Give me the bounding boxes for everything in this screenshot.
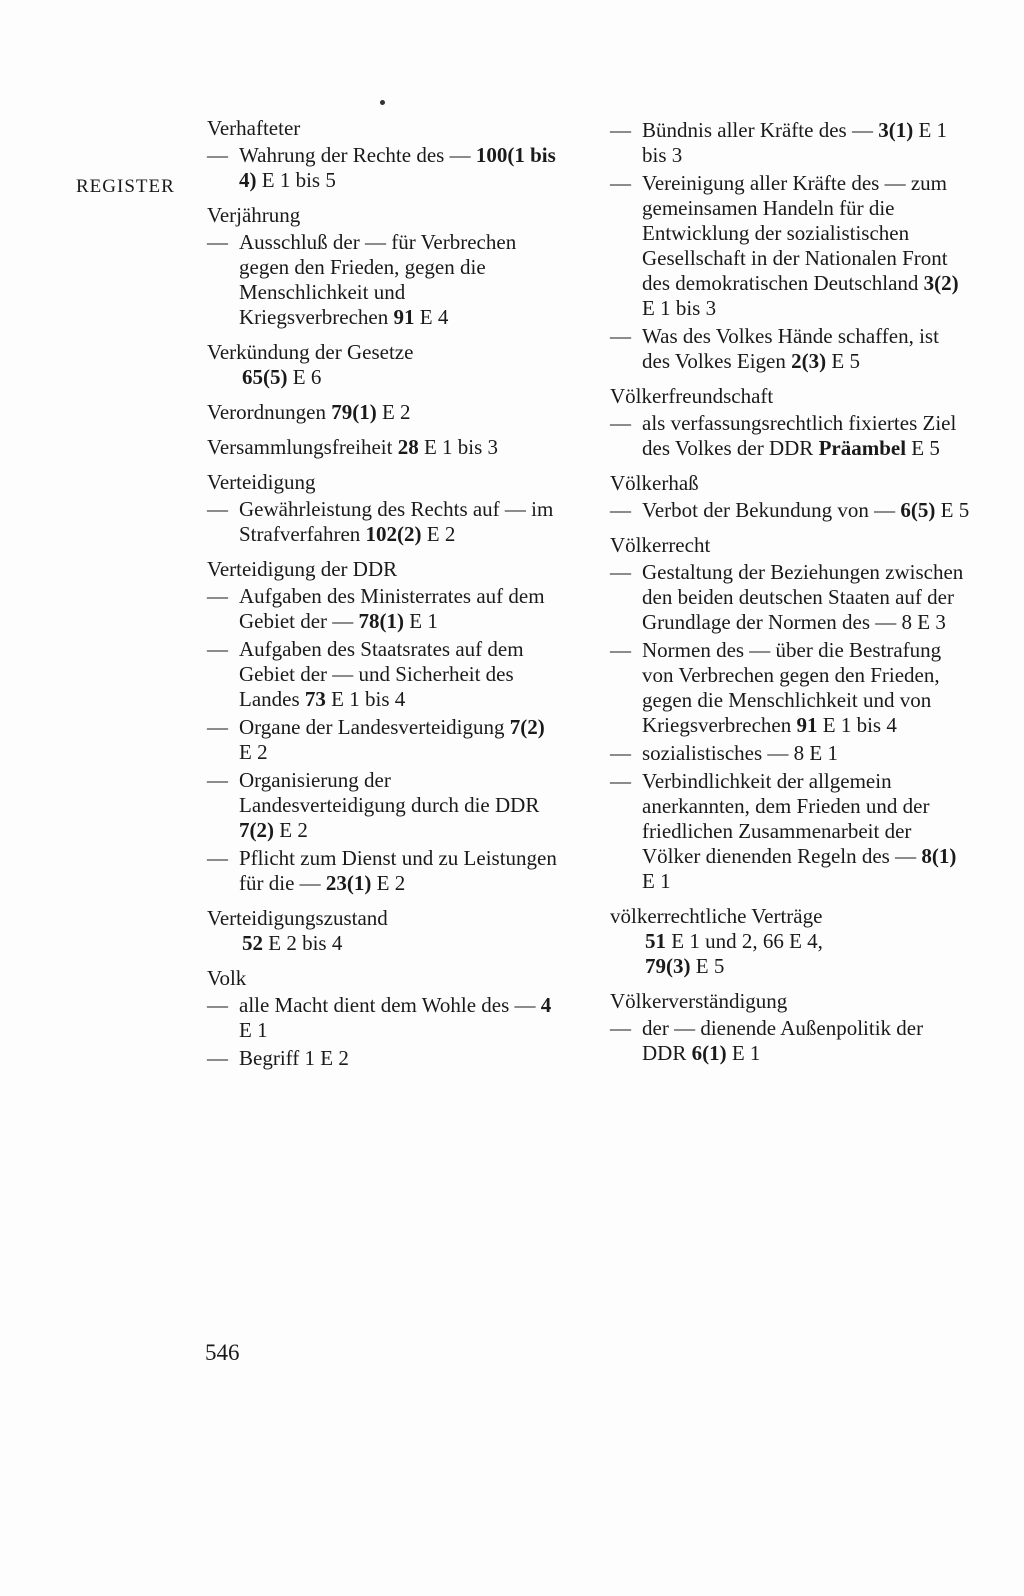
sub-entry-text: Bündnis aller Kräfte des — 3(1) E 1 bis 3 <box>642 118 948 167</box>
index-entry <box>207 906 557 956</box>
reference-tail: E 1 bis 4 <box>817 713 897 737</box>
dash-marker: — <box>610 1016 631 1040</box>
index-entry <box>610 118 970 374</box>
sub-entry <box>610 741 970 766</box>
reference-tail: E 1 bis 3 <box>642 296 717 320</box>
sub-entry <box>610 638 970 738</box>
reference: 3(2) <box>923 271 959 295</box>
entry-heading <box>207 966 557 991</box>
sub-entry <box>610 498 970 523</box>
entry-term: völkerrechtliche Verträge <box>610 904 823 928</box>
dash-marker: — <box>610 560 631 584</box>
entry-term: Verjährung <box>207 203 301 227</box>
reference-tail: E 1 bis 3 <box>418 435 499 459</box>
sub-entry <box>207 715 557 765</box>
entry-term: Völkerverständigung <box>610 989 788 1013</box>
sub-entry-text: Gestaltung der Beziehungen zwischen den beiden deutschen Staaten auf der Grundlage der Normen des — 8 E 3 <box>642 560 964 634</box>
entry-heading <box>610 471 970 496</box>
reference: 91 <box>796 713 818 737</box>
reference-tail: E 1 bis 3 <box>642 118 948 167</box>
dash-marker: — <box>610 171 631 195</box>
entry-term: Verteidigungszustand <box>207 906 388 930</box>
reference: 1 <box>304 1046 316 1070</box>
reference: 8 <box>901 610 913 634</box>
dash-marker: — <box>207 497 228 521</box>
reference: 7(2) <box>509 715 545 739</box>
reference: 4 <box>540 993 552 1017</box>
sub-entry <box>610 769 970 894</box>
index-entry <box>207 435 557 460</box>
sub-entry-text: Organe der Landesverteidigung 7(2) E 2 <box>239 715 545 764</box>
dash-marker: — <box>610 741 631 765</box>
sub-entry-text: Was des Volkes Hände schaffen, ist des Volkes Eigen 2(3) E 5 <box>642 324 939 373</box>
sub-entry <box>207 584 557 634</box>
dash-marker: — <box>207 768 228 792</box>
entry-term: Volk <box>207 966 247 990</box>
reference: 51 <box>645 929 666 953</box>
index-entry <box>610 904 970 979</box>
dash-marker: — <box>610 118 631 142</box>
sub-entry <box>207 993 557 1043</box>
sub-entry <box>207 497 557 547</box>
reference-tail: E 5 <box>906 436 940 460</box>
entry-term: Verteidigung der DDR <box>207 557 398 581</box>
sub-entry-text: alle Macht dient dem Wohle des — 4 E 1 <box>239 993 552 1042</box>
sub-entry <box>610 411 970 461</box>
reference: 8 <box>793 741 805 765</box>
sub-entry-text: Verbindlichkeit der allgemein anerkannten, dem Frieden und der friedlichen Zusammenarbeit der Völker dienenden Regeln des — 8(1) E 1 <box>642 769 957 893</box>
reference-tail: E 2 bis 4 <box>263 931 343 955</box>
entry-heading <box>207 435 557 460</box>
entry-heading <box>207 340 557 365</box>
entry-term: Verhafteter <box>207 116 301 140</box>
reference: 73 <box>304 687 326 711</box>
entry-term: Völkerhaß <box>610 471 699 495</box>
dash-marker: — <box>207 637 228 661</box>
reference: 79(1) <box>331 400 377 424</box>
index-entry <box>207 340 557 390</box>
sub-entry-text: Aufgaben des Ministerrates auf dem Gebiet der — 78(1) E 1 <box>239 584 545 633</box>
index-entry <box>207 470 557 547</box>
sub-entry-text: Normen des — über die Bestrafung von Verbrechen gegen den Frieden, gegen die Menschlichkeit und von Kriegsverbrechen 91 E 1 bis 4 <box>642 638 942 737</box>
left-column <box>207 116 557 1081</box>
reference-tail: E 1 <box>404 609 438 633</box>
dash-marker: — <box>610 638 631 662</box>
sub-entry <box>610 171 970 321</box>
right-column <box>610 116 970 1076</box>
sub-entry <box>610 118 970 168</box>
reference-tail: E 1 <box>642 869 671 893</box>
reference-tail: E 2 <box>376 400 411 424</box>
entry-term: Versammlungsfreiheit <box>207 435 393 459</box>
entry-term: Verteidigung <box>207 470 316 494</box>
reference: 78(1) <box>358 609 405 633</box>
reference: 28 <box>397 435 419 459</box>
reference-tail: E 5 <box>690 954 725 978</box>
entry-heading <box>207 906 557 931</box>
reference-tail: E 6 <box>287 365 322 389</box>
stray-dot <box>380 100 385 105</box>
sub-entry-text: Vereinigung aller Kräfte des — zum gemeinsamen Handeln für die Entwicklung der sozialistischen Gesellschaft in der Nationalen Front des demokratischen Deutschland 3(2) E 1 bis 3 <box>642 171 959 320</box>
sub-entry <box>207 230 557 330</box>
sub-entry-text: Verbot der Bekundung von — 6(5) E 5 <box>642 498 970 522</box>
index-entry <box>207 116 557 193</box>
reference: 79(3) <box>645 954 691 978</box>
sub-entry <box>610 560 970 635</box>
reference: 102(2) <box>365 522 422 546</box>
reference: Präambel <box>818 436 907 460</box>
entry-heading <box>207 400 557 425</box>
sub-entry-text: der — dienende Außenpolitik der DDR 6(1) E 1 <box>642 1016 924 1065</box>
entry-heading <box>207 470 557 495</box>
dash-marker: — <box>207 230 228 254</box>
entry-term: Verkündung der Gesetze <box>207 340 414 364</box>
sub-entry-text: sozialistisches — 8 E 1 <box>642 741 838 765</box>
entry-locator <box>207 931 557 956</box>
sub-entry <box>610 1016 970 1066</box>
index-entry <box>207 400 557 425</box>
reference: 8(1) <box>921 844 957 868</box>
sub-entry <box>207 768 557 843</box>
entry-heading <box>207 116 557 141</box>
sub-entry <box>610 324 970 374</box>
reference-tail: E 2 <box>274 818 308 842</box>
index-entry <box>610 989 970 1066</box>
sub-entry-text: als verfassungsrechtlich fixiertes Ziel des Volkes der DDR Präambel E 5 <box>642 411 957 460</box>
reference-tail: E 2 <box>239 740 268 764</box>
reference-tail: E 2 <box>421 522 456 546</box>
entry-locator <box>610 929 970 979</box>
sub-entry <box>207 637 557 712</box>
reference-tail: E 1 <box>239 1018 268 1042</box>
reference-tail: E 1 und 2, 66 E 4, <box>666 929 823 953</box>
dash-marker: — <box>207 993 228 1017</box>
entry-locator <box>207 365 557 390</box>
reference: 6(5) <box>900 498 936 522</box>
index-entry <box>207 966 557 1071</box>
reference-tail: E 1 bis 5 <box>256 168 336 192</box>
entry-term: Völkerfreundschaft <box>610 384 774 408</box>
reference-tail: E 2 <box>371 871 406 895</box>
index-entry <box>610 471 970 523</box>
reference: 6(1) <box>691 1041 727 1065</box>
index-entry <box>207 203 557 330</box>
dash-marker: — <box>610 411 631 435</box>
dash-marker: — <box>207 715 228 739</box>
reference: 2(3) <box>791 349 827 373</box>
dash-marker: — <box>207 1046 228 1070</box>
reference: 52 <box>242 931 263 955</box>
reference-tail: E 1 bis 4 <box>325 687 406 711</box>
reference: 65(5) <box>242 365 288 389</box>
entry-heading <box>207 557 557 582</box>
entry-heading <box>610 384 970 409</box>
dash-marker: — <box>610 498 631 522</box>
sub-entry <box>207 143 557 193</box>
sub-entry-text: Gewährleistung des Rechts auf — im Strafverfahren 102(2) E 2 <box>239 497 554 546</box>
entry-heading <box>207 203 557 228</box>
reference: 23(1) <box>325 871 372 895</box>
sub-entry-text: Organisierung der Landesverteidigung durch die DDR 7(2) E 2 <box>239 768 540 842</box>
dash-marker: — <box>610 769 631 793</box>
sub-entry-text: Aufgaben des Staatsrates auf dem Gebiet der — und Sicherheit des Landes 73 E 1 bis 4 <box>239 637 524 711</box>
index-entry <box>207 557 557 896</box>
reference-tail: E 1 <box>726 1041 761 1065</box>
entry-heading <box>610 989 970 1014</box>
sub-entry <box>207 1046 557 1071</box>
dash-marker: — <box>207 584 228 608</box>
index-entry <box>610 384 970 461</box>
reference: 100(1 bis 4) <box>239 143 556 192</box>
sub-entry <box>207 846 557 896</box>
reference-tail: E 3 <box>912 610 946 634</box>
dash-marker: — <box>207 143 228 167</box>
reference-tail: E 5 <box>935 498 970 522</box>
reference: 3(1) <box>878 118 914 142</box>
running-head: REGISTER <box>76 176 175 197</box>
entry-heading <box>610 904 970 929</box>
entry-term: Völkerrecht <box>610 533 711 557</box>
reference-tail: E 5 <box>826 349 860 373</box>
dash-marker: — <box>207 846 228 870</box>
sub-entry-text: Begriff 1 E 2 <box>239 1046 349 1070</box>
reference-tail: E 2 <box>315 1046 349 1070</box>
dash-marker: — <box>610 324 631 348</box>
index-entry <box>610 533 970 894</box>
reference-tail: E 4 <box>414 305 449 329</box>
sub-entry-text: Pflicht zum Dienst und zu Leistungen für die — 23(1) E 2 <box>239 846 557 895</box>
entry-heading <box>610 533 970 558</box>
page-number: 546 <box>205 1340 240 1365</box>
sub-entry-text: Wahrung der Rechte des — 100(1 bis 4) E 1 bis 5 <box>239 143 556 192</box>
entry-term: Verordnungen <box>207 400 326 424</box>
reference: 91 <box>393 305 415 329</box>
reference: 7(2) <box>239 818 274 842</box>
reference-tail: E 1 <box>804 741 838 765</box>
sub-entry-text: Ausschluß der — für Verbrechen gegen den Frieden, gegen die Menschlichkeit und Kriegsverbrechen 91 E 4 <box>239 230 517 329</box>
